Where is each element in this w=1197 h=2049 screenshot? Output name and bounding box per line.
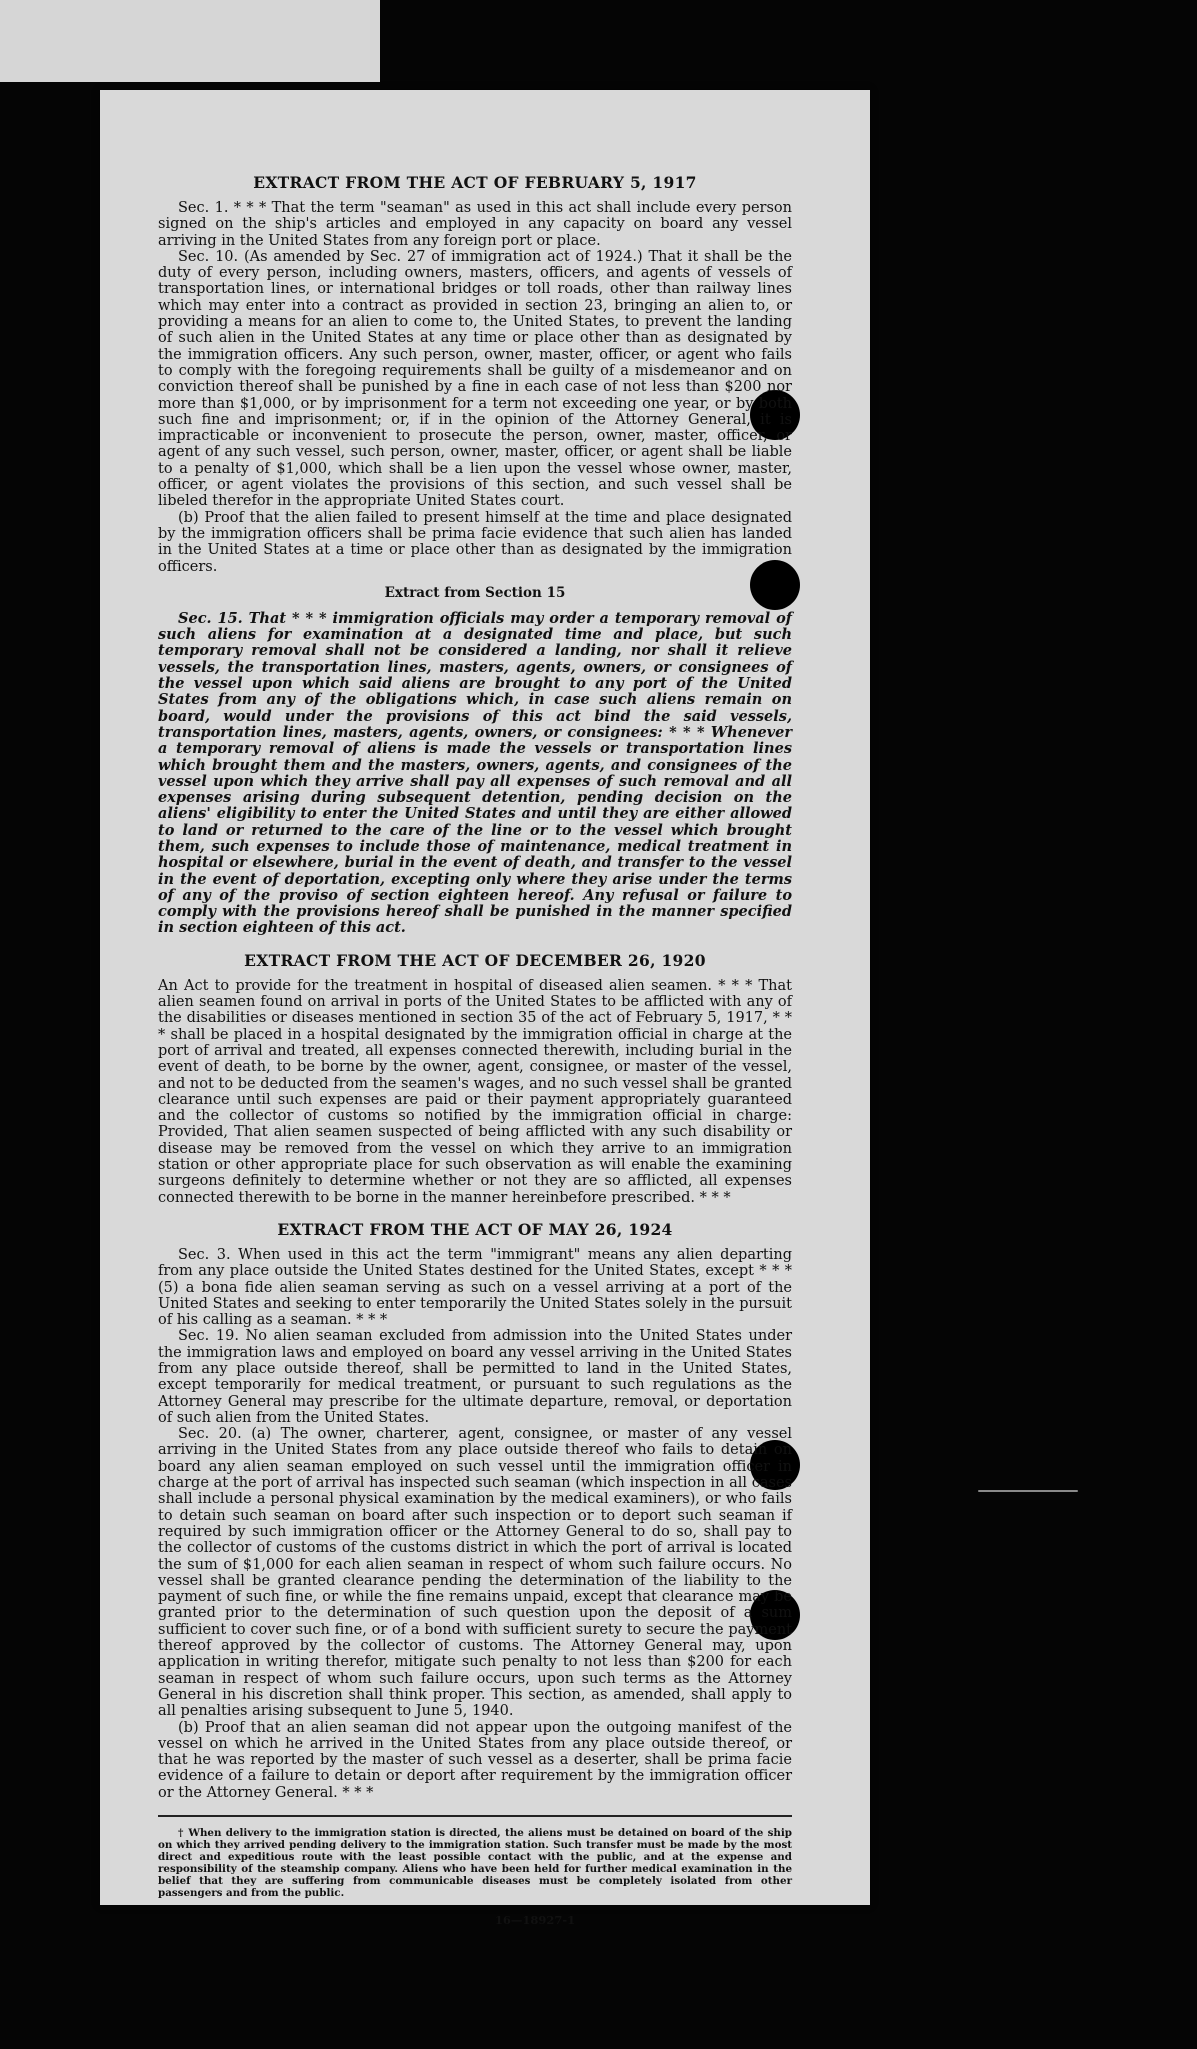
paragraph: (b) Proof that an alien seaman did not appear upon the outgoing manifest of the vessel on which he arrived in the United States from any place outside thereof, or that he was reported by the master of such vessel as a deserter, shall be prima facie evidence of a failure to detain or deport after requirement by the immigration officer or the Attorney General. * * *: [158, 1719, 792, 1801]
form-code: 16—18927-1: [494, 1913, 576, 1928]
paragraph: Sec. 1. * * * That the term "seaman" as used in this act shall include every person signed on the ship's articles and employed in any capacity on board any vessel arriving in the United States from any foreign port or place.: [158, 200, 792, 249]
section-heading: EXTRACT FROM THE ACT OF FEBRUARY 5, 1917: [253, 173, 697, 192]
section-heading: EXTRACT FROM THE ACT OF MAY 26, 1924: [277, 1219, 673, 1239]
paragraph: Sec. 20. (a) The owner, charterer, agent, consignee, or master of any vessel arriving in the United States from any place outside thereof who fails to detain on board any alien seaman employed on such vessel until the immigration officer in charge at the port of arrival has inspected such seaman (which inspection in all cases shall include a personal physical examination by the medical examiners), or who fails to detain such seaman on board after such inspection or to deport such seaman if required by such immigration officer or the Attorney General to do so, shall pay to the collector of customs of the customs district in which the port of arrival is located the sum of $1,000 for each alien seaman in respect of whom such failure occurs. No vessel shall be granted clearance pending the determination of the liability to the payment of such fine, or while the fine remains unpaid, except that clearance may be granted prior to the determination of such question upon the deposit of a sum sufficient to cover such fine, or of a bond with sufficient surety to secure the payment thereof approved by the collector of customs. The Attorney General may, upon application in writing therefor, mitigate such penalty to not less than $200 for each seaman in respect of whom such failure occurs, upon such terms as the Attorney General in his discretion shall think proper. This section, as amended, shall apply to all penalties arising subsequent to June 5, 1940.: [158, 1426, 792, 1720]
paragraph: Sec. 3. When used in this act the term "immigrant" means any alien departing from any place outside the United States destined for the United States, except * * * (5) a bona fide alien seaman serving as such on a vessel arriving at a port of the United States and seeking to enter temporarily the United States solely in the pursuit of his calling as a seaman. * * *: [158, 1246, 792, 1329]
section-subheading: Extract from Section 15: [384, 584, 566, 601]
paragraph: Sec. 10. (As amended by Sec. 27 of immigration act of 1924.) That it shall be the duty of every person, including owners, masters, officers, and agents of vessels of transportation lines, or international bridges or toll roads, other than railway lines which may enter into a contract as provided in section 23, bringing an alien to, or providing a means for an alien to come to, the United States, to prevent the landing of such alien in the United States at any time or place other than as designated by the immigration officers. Any such person, owner, master, officer, or agent who fails to comply with the foregoing requirements shall be guilty of a misdemeanor and on conviction thereof shall be punished by a fine in each case of not less than $200 nor more than $1,000, or by imprisonment for a term not exceeding one year, or by both such fine and imprisonment; or, if in the opinion of the Attorney General, it is impracticable or inconvenient to prosecute the person, owner, master, officer, or agent of any such vessel, such person, owner, master, officer, or agent shall be liable to a penalty of $1,000, which shall be a lien upon the vessel whose owner, master, officer, or agent violates the provisions of this section, and such vessel shall be libeled therefor in the appropriate United States court.: [158, 248, 792, 510]
paragraph: (b) Proof that the alien failed to present himself at the time and place designated by the immigration officers shall be prima facie evidence that such alien has landed in the United States at a time or place other than as designated by the immigration officers.: [158, 509, 792, 575]
paragraph: Sec. 15. That * * * immigration officials may order a temporary removal of such aliens for examination at a designated time and place, but such temporary removal shall not be considered a landing, nor shall it relieve vessels, the transportation lines, masters, agents, owners, or consignees of the vessel upon which said aliens are brought to any port of the United States from any of the obligations which, in case such aliens remain on board, would under the provisions of this act bind the said vessels, transportation lines, masters, agents, owners, or consignees: * * * Whenever a temporary removal of aliens is made the vessels or transportation lines which brought them and the masters, owners, agents, and consignees of the vessel upon which they arrive shall pay all expenses of such removal and all expenses arising during subsequent detention, pending decision on the aliens' eligibility to enter the United States and until they are either allowed to land or returned to the care of the line or to the vessel which brought them, such expenses to include those of maintenance, medical treatment in hospital or elsewhere, burial in the event of death, and transfer to the vessel in the event of deportation, excepting only where they arise under the terms of any of the proviso of section eighteen hereof. Any refusal or failure to comply with the provisions hereof shall be punished in the manner specified in section eighteen of this act.: [158, 609, 792, 937]
section-heading: EXTRACT FROM THE ACT OF DECEMBER 26, 1920: [244, 950, 706, 970]
paragraph: An Act to provide for the treatment in hospital of diseased alien seamen. * * * That alien seamen found on arrival in ports of the United States to be afflicted with any of the disabilities or diseases mentioned in section 35 of the act of February 5, 1917, * * * shall be placed in a hospital designated by the immigration official in charge at the port of arrival and treated, all expenses connected therewith, including burial in the event of death, to be borne by the owner, agent, consignee, or master of the vessel, and not to be deducted from the seamen's wages, and no such vessel shall be granted clearance until such expenses are paid or their payment appropriately guaranteed and the collector of customs so notified by the immigration official in charge: Provided, That alien seamen suspected of being afflicted with any such disability or disease may be removed from the vessel on which they arrive to an immigration station or other appropriate place for such observation as will enable the examining surgeons definitely to determine whether or not they are so afflicted, all expenses connected therewith to be borne in the manner hereinbefore prescribed. * * *: [158, 977, 792, 1206]
paragraph: Sec. 19. No alien seaman excluded from admission into the United States under the immigration laws and employed on board any vessel arriving in the United States from any place outside thereof, shall be permitted to land in the United States, except temporarily for medical treatment, or pursuant to such regulations as the Attorney General may prescribe for the ultimate departure, removal, or deportation of such alien from the United States.: [158, 1328, 792, 1426]
scan-line: [978, 1490, 1078, 1492]
document-content: [158, 173, 792, 1927]
footnote: † When delivery to the immigration station is directed, the aliens must be detained on board of the ship on which they arrived pending delivery to the immigration station. Such transfer must be made by the most direct and expeditious route with the least possible contact with the public, and at the expense and responsibility of the steamship company. Aliens who have been held for further medical examination in the belief that they are suffering from communicable diseases must be completely isolated from other passengers and from the public.: [158, 1827, 792, 1900]
footnote-divider: [158, 1815, 792, 1817]
scan-corner-tab: [0, 0, 380, 82]
document-page: [100, 90, 870, 1928]
